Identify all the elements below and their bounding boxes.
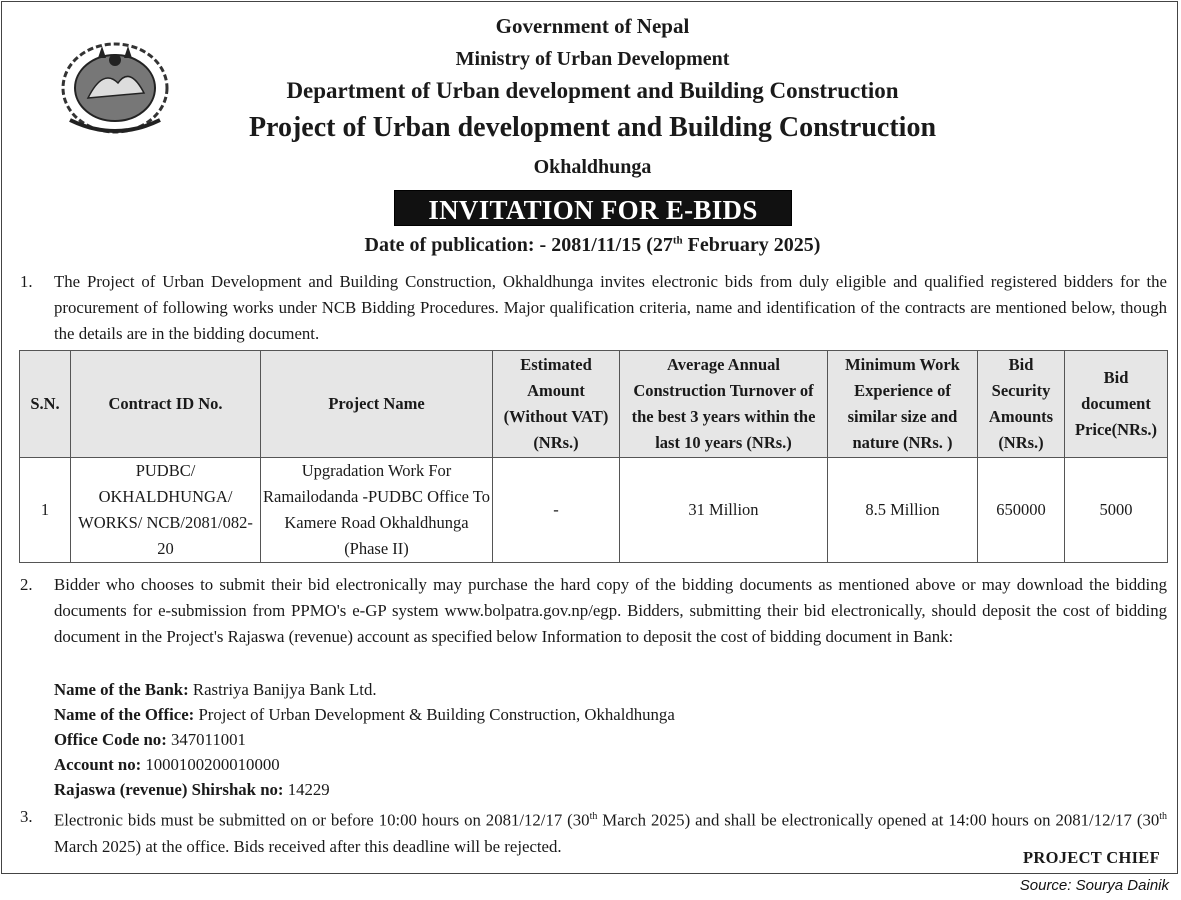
office-code-line: Office Code no: 347011001 [54, 730, 246, 749]
bid-notice [1, 1, 1178, 874]
para3-number: 3. [20, 807, 33, 826]
column-header: Bid document Price(NRs.) [1065, 351, 1168, 458]
signature-project-chief: PROJECT CHIEF [1023, 848, 1160, 867]
government-title: Government of Nepal [495, 14, 690, 38]
column-header: Average Annual Construction Turnover of the best 3 years within the last 10 years (NRs.) [620, 351, 828, 458]
location-title: Okhaldhunga [533, 156, 652, 178]
column-header: Contract ID No. [71, 351, 261, 458]
cell-estimated-amount: - [493, 458, 620, 563]
column-header: Bid Security Amounts (NRs.) [978, 351, 1065, 458]
project-title: Project of Urban development and Building Construction [248, 112, 937, 143]
cell-turnover: 31 Million [620, 458, 828, 563]
cell-project-name: Upgradation Work For Ramailodanda -PUDBC Office To Kamere Road Okhaldhunga (Phase II) [261, 458, 493, 563]
publication-date: Date of publication: - 2081/11/15 (27th February 2025) [364, 234, 821, 256]
office-name-line: Name of the Office: Project of Urban Development & Building Construction, Okhaldhunga [54, 705, 675, 724]
para2-text: Bidder who chooses to submit their bid electronically may purchase the hard copy of the bidding documents as mentioned above or may download the bidding documents for e-submission from PPMO's e-GP system www.bolpatra.gov.np/egp. Bidders, submitting their bid electronically, should deposit the cost of bidding document in the Project's Rajaswa (revenue) account as specified below Information to deposit the cost of bidding document in Bank: [54, 575, 1167, 646]
column-header: Project Name [261, 351, 493, 458]
cell-document-price: 5000 [1065, 458, 1168, 563]
contracts-table [19, 350, 1168, 563]
cell-sn: 1 [20, 458, 71, 563]
ministry-title: Ministry of Urban Development [455, 48, 730, 70]
column-header: S.N. [20, 351, 71, 458]
table-header-row [20, 351, 1168, 458]
bank-name-line: Name of the Bank: Rastriya Banijya Bank Ltd. [54, 680, 377, 699]
column-header: Minimum Work Experience of similar size and nature (NRs. ) [828, 351, 978, 458]
table-row [20, 458, 1168, 563]
account-number-line: Account no: 1000100200010000 [54, 755, 280, 774]
cell-contract-id: PUDBC/ OKHALDHUNGA/ WORKS/ NCB/2081/082-20 [71, 458, 261, 563]
source-credit: Source: Sourya Dainik [1019, 877, 1169, 894]
cell-bid-security: 650000 [978, 458, 1065, 563]
para1-text: The Project of Urban Development and Building Construction, Okhaldhunga invites electronic bids from duly eligible and qualified registered bidders for the procurement of following works under NCB Bidding Procedures. Major qualification criteria, name and identification of the contracts are mentioned below, though the details are in the bidding document. [54, 272, 1167, 343]
column-header: Estimated Amount (Without VAT) (NRs.) [493, 351, 620, 458]
para3-text: Electronic bids must be submitted on or before 10:00 hours on 2081/12/17 (30th March 2025) and shall be electronically opened at 14:00 hours on 2081/12/17 (30th March 2025) at the office. Bids received after this deadline will be rejected. [54, 810, 1168, 856]
invitation-banner: INVITATION FOR E-BIDS [394, 190, 792, 226]
cell-experience: 8.5 Million [828, 458, 978, 563]
revenue-shirshak-line: Rajaswa (revenue) Shirshak no: 14229 [54, 780, 330, 799]
para2-number: 2. [20, 575, 33, 594]
department-title: Department of Urban development and Building Construction [286, 78, 899, 103]
para1-number: 1. [20, 272, 33, 291]
